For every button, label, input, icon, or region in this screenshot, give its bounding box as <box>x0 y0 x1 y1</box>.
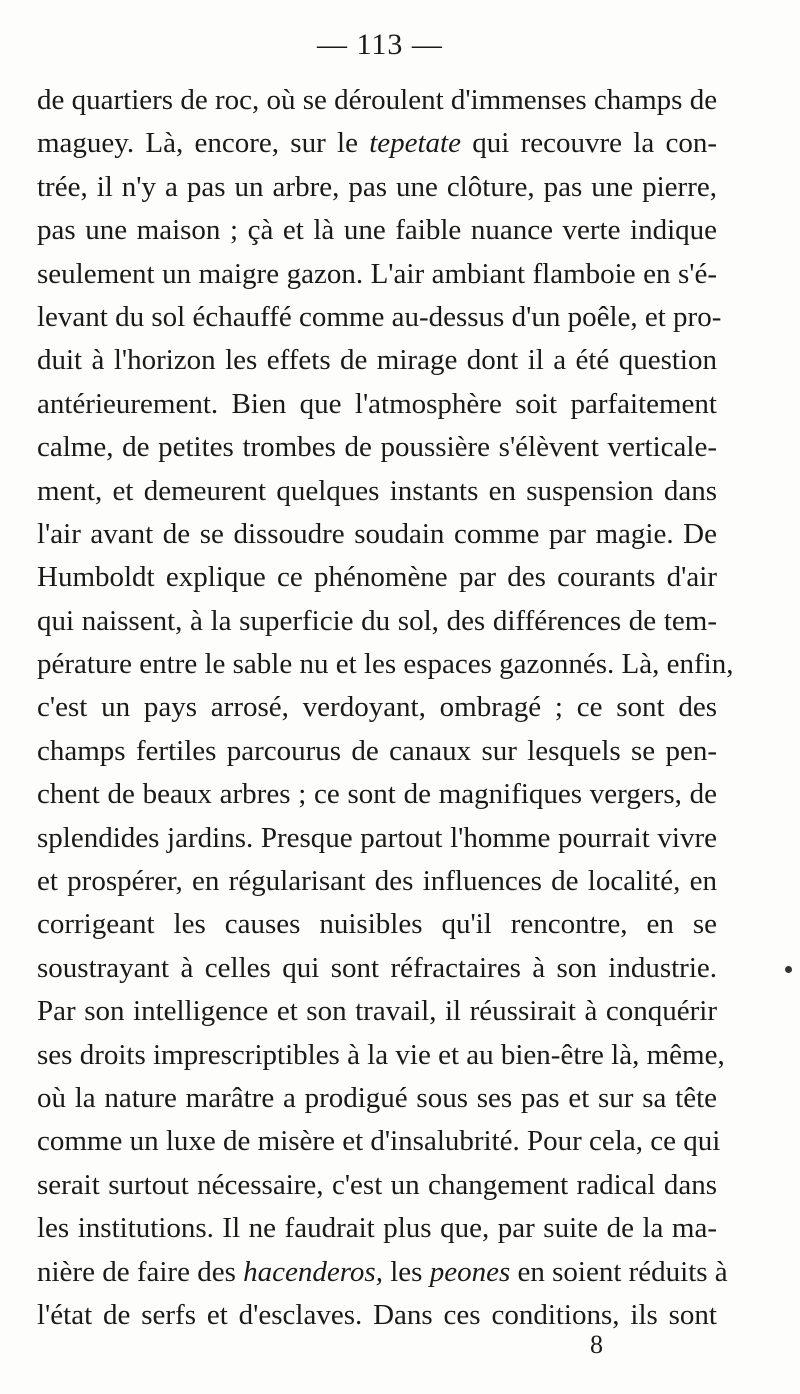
text-line: les institutions. Il ne faudrait plus que, par suite de la ma- <box>37 1212 717 1245</box>
text-line: et prospérer, en régularisant des influences de localité, en <box>37 865 717 898</box>
text-segment: nière de faire des <box>37 1255 244 1288</box>
text-line: champs fertiles parcourus de canaux sur lesquels se pen- <box>37 734 717 767</box>
text-line: comme un luxe de misère et d'insalubrité. Pour cela, ce qui <box>37 1125 721 1158</box>
text-line: où la nature marâtre a prodigué sous ses pas et sur sa tête <box>37 1081 717 1114</box>
text-line <box>37 122 717 165</box>
text-line: l'air avant de se dissoudre soudain comme par magie. De <box>37 517 717 550</box>
text-line: trée, il n'y a pas un arbre, pas une clôture, pas une pierre, <box>37 170 717 203</box>
italic-term: hacenderos, <box>243 1255 383 1288</box>
text-segment: en soient réduits à <box>510 1255 728 1288</box>
italic-term: peones <box>429 1255 511 1288</box>
text-line: l'état de serfs et d'esclaves. Dans ces conditions, ils sont <box>37 1298 717 1331</box>
italic-term: tepetate <box>369 127 461 160</box>
text-segment: qui recouvre la con- <box>461 127 717 160</box>
text-line: chent de beaux arbres ; ce sont de magnifiques vergers, de <box>37 778 717 811</box>
text-line: Humboldt explique ce phénomène par des courants d'air <box>37 561 717 594</box>
text-line <box>37 1251 728 1294</box>
text-line: qui naissent, à la superficie du sol, des différences de tem- <box>37 604 717 637</box>
text-segment: maguey. Là, encore, sur le <box>37 127 370 160</box>
page-number: — 113 — <box>317 28 443 61</box>
text-line: c'est un pays arrosé, verdoyant, ombragé ; ce sont des <box>37 691 717 724</box>
text-line: pérature entre le sable nu et les espaces gazonnés. Là, enfin, <box>37 648 734 681</box>
text-line: pas une maison ; çà et là une faible nuance verte indique <box>37 214 717 247</box>
text-line: corrigeant les causes nuisibles qu'il rencontre, en se <box>37 908 717 941</box>
text-line: calme, de petites trombes de poussière s'élèvent verticale- <box>37 431 717 464</box>
text-line: antérieurement. Bien que l'atmosphère soit parfaitement <box>37 387 717 420</box>
text-line: duit à l'horizon les effets de mirage dont il a été question <box>37 344 717 377</box>
text-line: levant du sol échauffé comme au-dessus d'un poêle, et pro- <box>37 300 722 333</box>
text-line: seulement un maigre gazon. L'air ambiant flamboie en s'é- <box>37 257 717 290</box>
margin-dot <box>785 966 792 973</box>
text-line: ses droits imprescriptibles à la vie et au bien-être là, même, <box>37 1038 725 1071</box>
text-line: de quartiers de roc, où se déroulent d'immenses champs de <box>37 84 718 116</box>
signature-mark: 8 <box>590 1330 603 1359</box>
text-line: ment, et demeurent quelques instants en suspension dans <box>37 474 717 507</box>
text-line: Par son intelligence et son travail, il réussirait à conquérir <box>37 995 717 1028</box>
text-line: serait surtout nécessaire, c'est un changement radical dans <box>37 1168 717 1201</box>
text-segment: les <box>382 1255 430 1288</box>
body-text <box>37 79 734 1337</box>
text-line: soustrayant à celles qui sont réfractaires à son industrie. <box>37 951 717 984</box>
text-line: splendides jardins. Presque partout l'homme pourrait vivre <box>37 821 717 854</box>
